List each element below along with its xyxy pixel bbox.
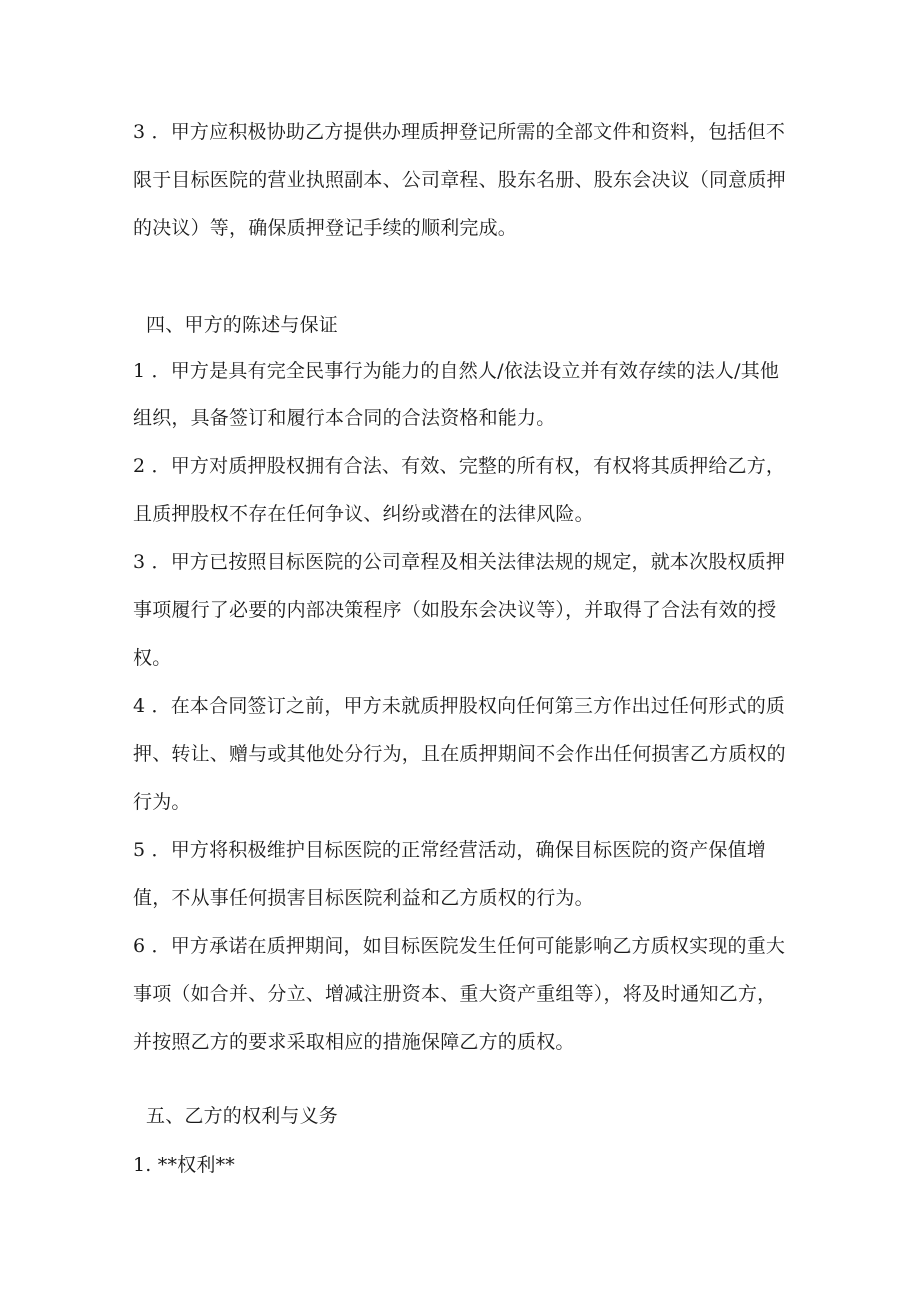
section4-line-13: 6 ．甲方承诺在质押期间，如目标医院发生任何可能影响乙方质权实现的重大 (133, 935, 786, 957)
section4-line-3: 2 ．甲方对质押股权拥有合法、有效、完整的所有权，有权将其质押给乙方， (133, 455, 786, 477)
section4-line-12: 值，不从事任何损害目标医院利益和乙方质权的行为。 (133, 887, 594, 909)
section4-line-8: 4 ．在本合同签订之前，甲方未就质押股权向任何第三方作出过任何形式的质 (133, 695, 786, 717)
section4-line-10: 行为。 (133, 791, 191, 813)
section4-line-4: 且质押股权不存在任何争议、纠纷或潜在的法律风险。 (133, 503, 594, 525)
section4-line-11: 5 ．甲方将积极维护目标医院的正常经营活动，确保目标医院的资产保值增 (133, 839, 766, 861)
section4-line-9: 押、转让、赠与或其他处分行为，且在质押期间不会作出任何损害乙方质权的 (133, 743, 786, 765)
section4-heading: 四、甲方的陈述与保证 (146, 314, 339, 336)
section4-line-1: 1 ．甲方是具有完全民事行为能力的自然人/依法设立并有效存续的法人/其他 (133, 360, 780, 382)
section4-line-15: 并按照乙方的要求采取相应的措施保障乙方的质权。 (133, 1031, 575, 1053)
clause3-line-2: 限于目标医院的营业执照副本、公司章程、股东名册、股东会决议（同意质押 (133, 169, 786, 191)
section4-line-7: 权。 (133, 647, 172, 669)
section4-line-2: 组织，具备签订和履行本合同的合法资格和能力。 (133, 407, 556, 429)
section4-line-14: 事项（如合并、分立、增减注册资本、重大资产重组等），将及时通知乙方， (133, 983, 777, 1005)
section5-item-1: 1. **权利** (133, 1154, 235, 1176)
clause3-line-1: 3 ．甲方应积极协助乙方提供办理质押登记所需的全部文件和资料，包括但不 (133, 121, 786, 143)
section4-line-6: 事项履行了必要的内部决策程序（如股东会决议等），并取得了合法有效的授 (133, 599, 777, 621)
clause3-line-3: 的决议）等，确保质押登记手续的顺利完成。 (133, 217, 518, 239)
section5-heading: 五、乙方的权利与义务 (146, 1105, 339, 1127)
section4-line-5: 3 ．甲方已按照目标医院的公司章程及相关法律法规的规定，就本次股权质押 (133, 551, 786, 573)
